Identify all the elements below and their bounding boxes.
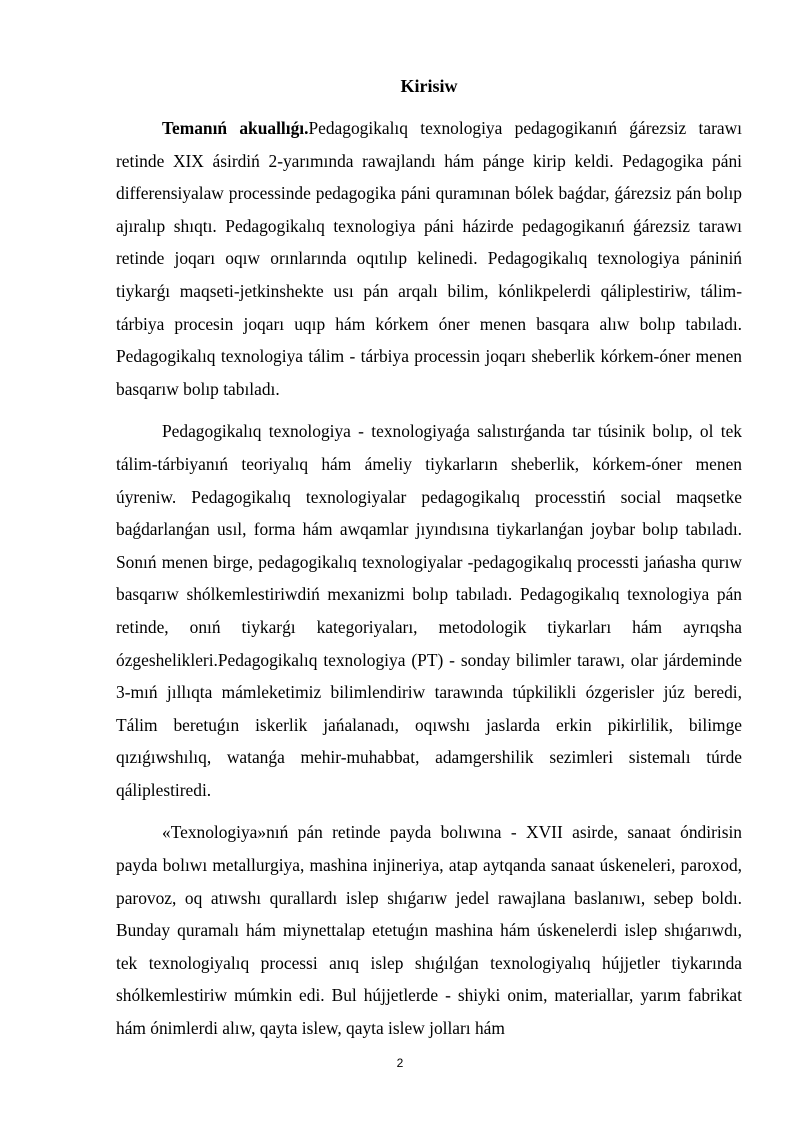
paragraph-3-text: «Texnologiya»nıń pán retinde payda bolıwına - XVII asirde, sanaat óndirisin payda bolıwı metallurgiya, mashina injineriya, atap aytqanda sanaat úskeneleri, paroxod, parovoz, oq atıwshı qurallardı islep shıǵarıw jedel rawajlana baslanıwı, sebep boldı. Bunday quramalı hám miynettalap etetuǵın mashina hám úskenelerdi islep shıǵarıwdı, tek texnologiyalıq processi anıq islep shıǵılǵan texnologiyalıq hújjetler tiykarında shólkemlestiriw múmkin edi. Bul hújjetlerde - shiyki onim, materiallar, yarım fabrikat hám ónimlerdi alıw, qayta islew, qayta islew jolları hám [116, 822, 742, 1039]
document-title: Kirisiw [400, 76, 458, 96]
paragraph-1 [116, 112, 742, 405]
paragraph-2 [116, 415, 742, 806]
paragraph-1-lead: Temanıń akuallıǵı. [162, 118, 309, 138]
paragraph-3 [116, 816, 742, 1044]
paragraph-1-text: Pedagogikalıq texnologiya pedagogikanıń ǵárezsiz tarawı retinde XIX ásirdiń 2-yarımında rawajlandı hám pánge kirip keldi. Pedagogika páni differensiyalaw processinde pedagogika páni quramınan bólek baǵdar, ǵárezsiz pán bolıp ajıralıp shıqtı. Pedagogikalıq texnologiya páni házirde pedagogikanıń ǵárezsiz tarawı retinde joqarı oqıw orınlarında oqıtılıp kelinedi. Pedagogikalıq texnologiya pániniń tiykarǵı maqseti-jetkinshekte usı pán arqalı bilim, kónlikpelerdi qáliplestiriw, tálim-tárbiya procesin joqarı uqıp hám kórkem óner menen basqara alıw bolıp tabıladı. Pedagogikalıq texnologiya tálim - tárbiya processin joqarı sheberlik kórkem-óner menen basqarıw bolıp tabıladı. [116, 118, 742, 399]
page-number: 2 [396, 1056, 404, 1070]
document-page [116, 74, 742, 1055]
paragraph-2-text: Pedagogikalıq texnologiya - texnologiyaǵa salıstırǵanda tar túsinik bolıp, ol tek tálim-tárbiyanıń teoriyalıq hám ámeliy tiykarların sheberlik, kórkem-óner menen úyreniw. Pedagogikalıq texnologiyalar pedagogikalıq processtiń social maqsetke baǵdarlanǵan usıl, forma hám awqamlar jıyındısına tiykarlanǵan joybar bolıp tabıladı. Sonıń menen birge, pedagogikalıq texnologiyalar -pedagogikalıq processti jańasha qurıw basqarıw shólkemlestiriwdiń mexanizmi bolıp tabıladı. Pedagogikalıq texnologiya pán retinde, onıń tiykarǵı kategoriyaları, metodologik tiykarları hám ayrıqsha ózgeshelikleri.Pedagogikalıq texnologiya (PT) - sonday bilimler tarawı, olar járdeminde 3-mıń jıllıqta mámleketimiz bilimlendiriw tarawında túpkilikli ózgerisler júz beredi, Tálim beretuǵın iskerlik jańalanadı, oqıwshı jaslarda erkin pikirlilik, bilimge qızıǵıwshılıq, watanǵa mehir-muhabbat, adamgershilik sezimleri sistemalı túrde qáliplestiredi. [116, 421, 742, 800]
